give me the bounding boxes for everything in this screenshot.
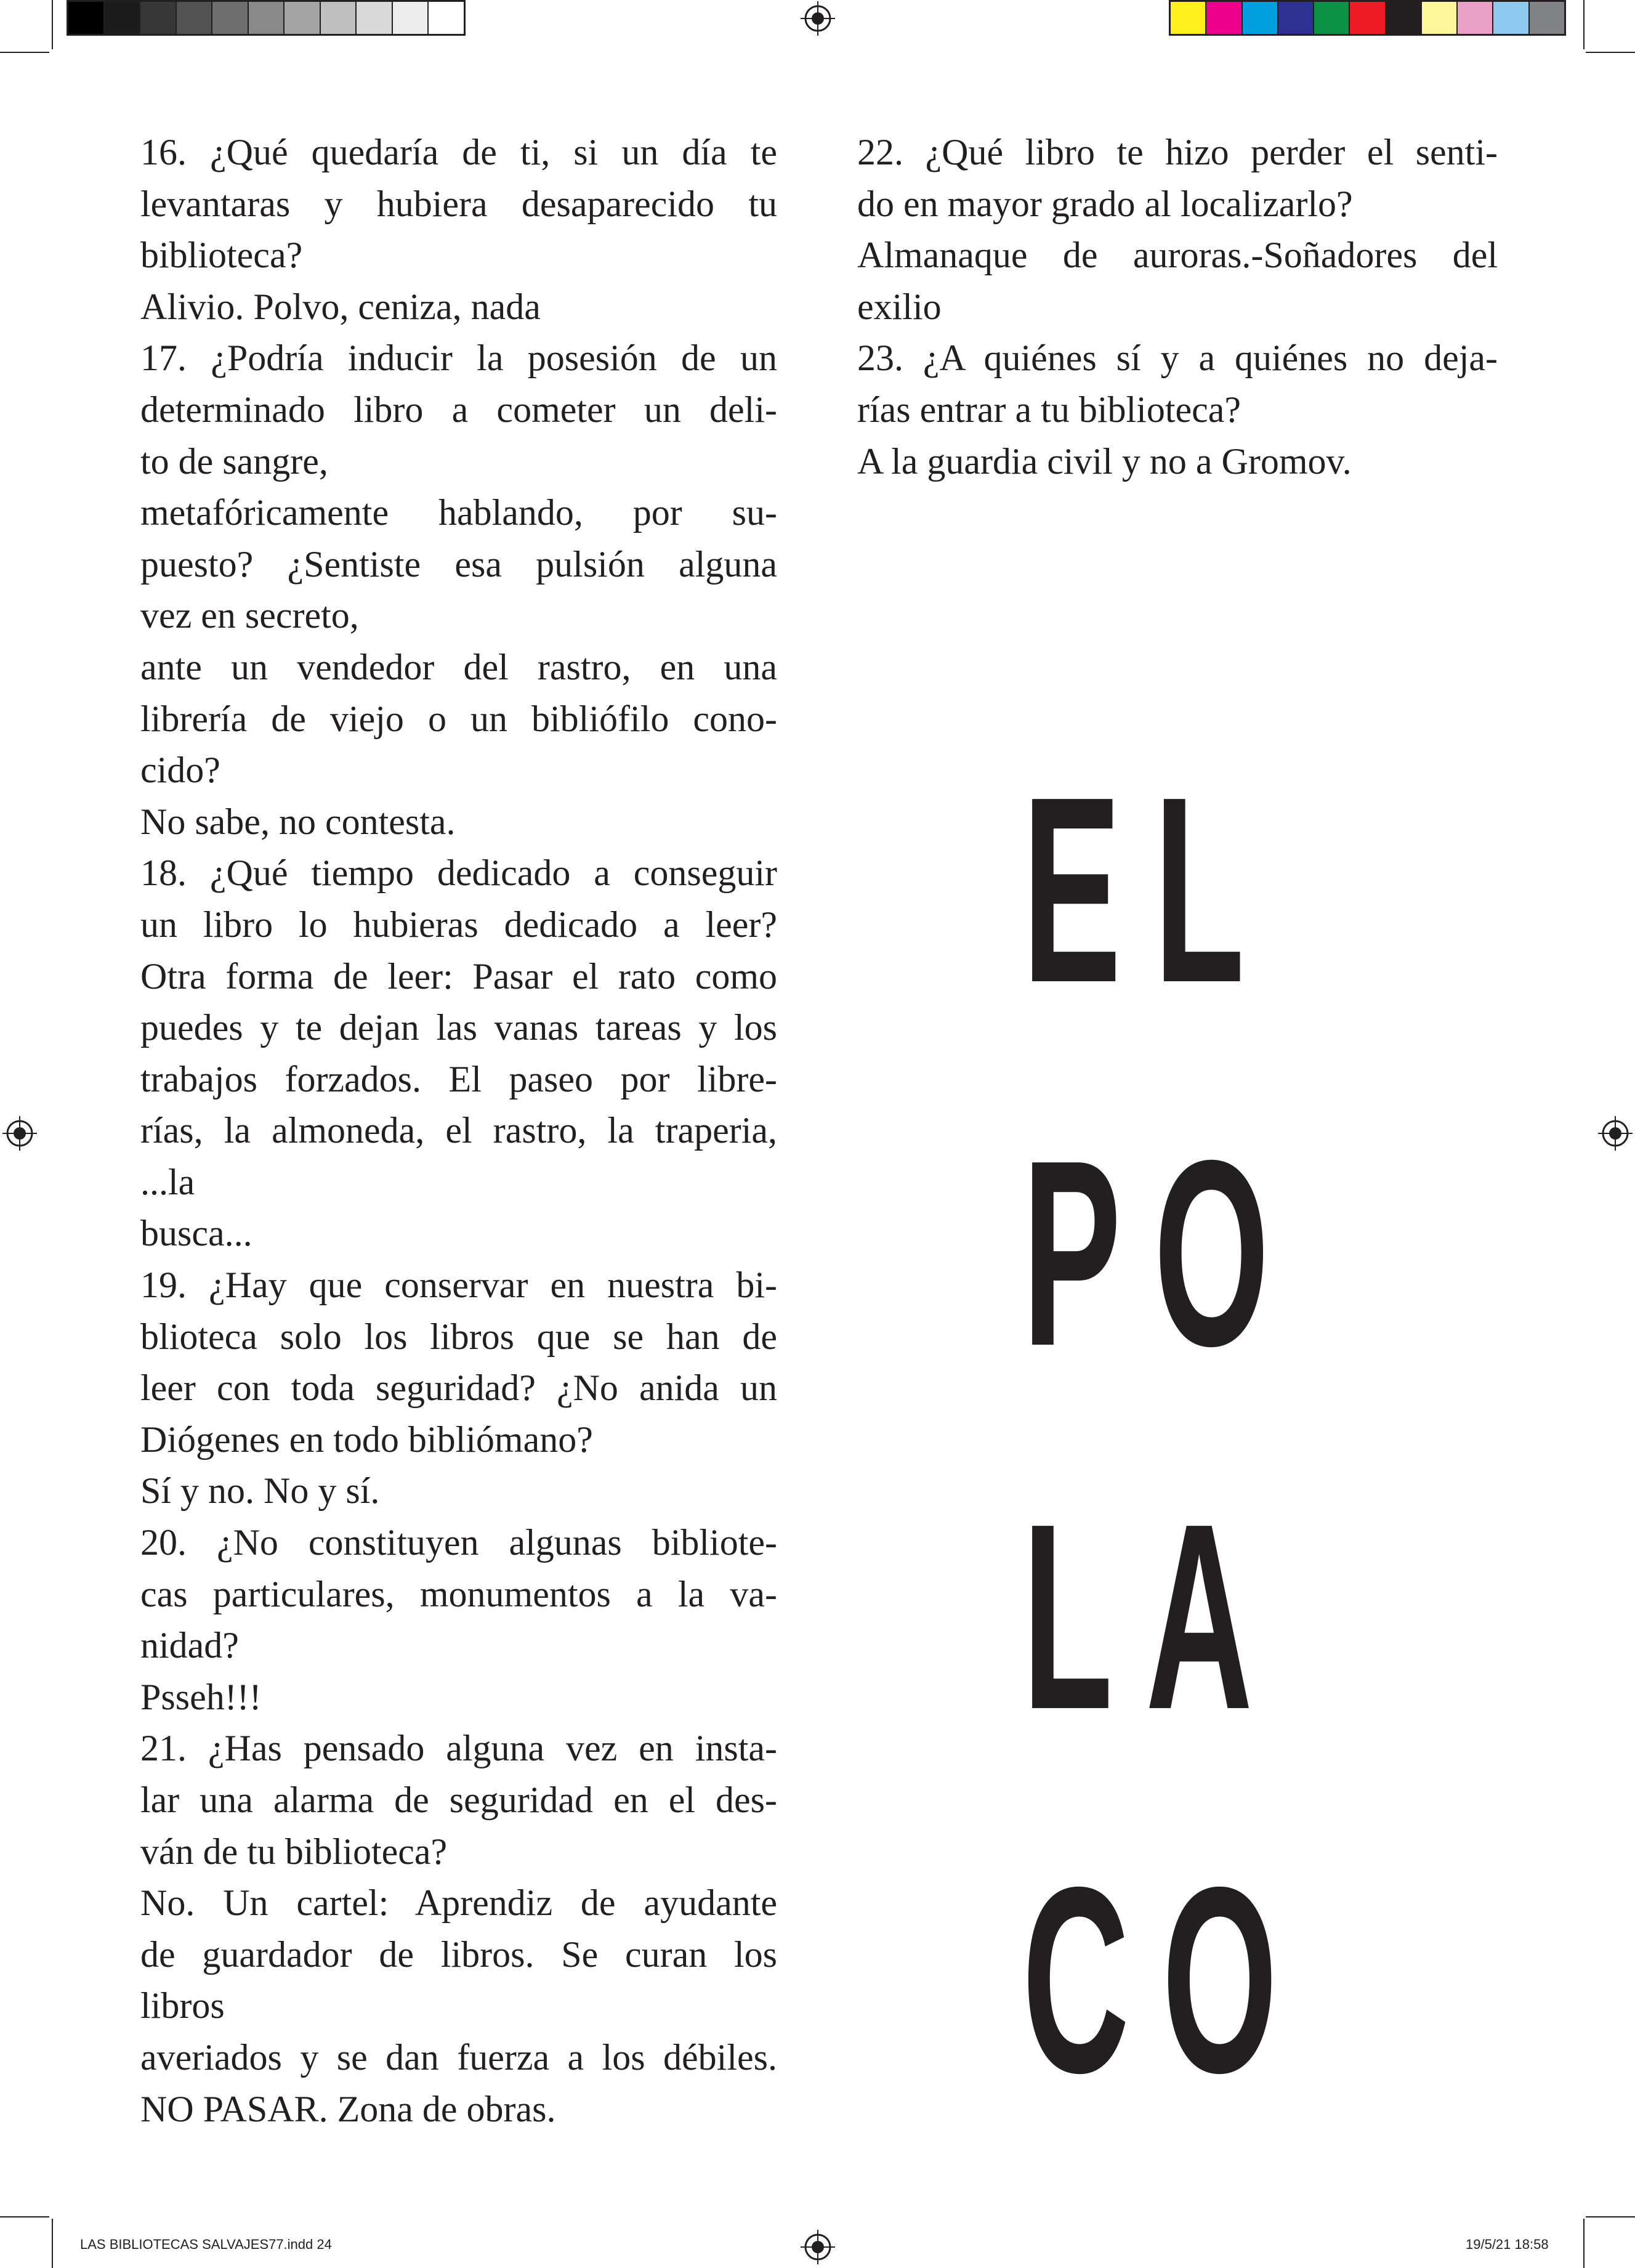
text-line: 21. ¿Has pensado alguna vez en insta-	[140, 1728, 777, 1769]
date-slug: 19/5/21 18:58	[1466, 2237, 1549, 2252]
text-line: busca...	[140, 1213, 252, 1254]
text-line: 17. ¿Podría inducir la posesión de un	[140, 338, 777, 379]
text-line: Alivio. Polvo, ceniza, nada	[140, 286, 541, 327]
text-line: de guardador de libros. Se curan los	[140, 1934, 777, 1975]
text-line: un libro lo hubieras dedicado a leer?	[140, 904, 777, 945]
text-line: NO PASAR. Zona de obras.	[140, 2088, 556, 2129]
color-swatch	[1458, 2, 1493, 34]
text-line: determinado libro a cometer un deli-	[140, 389, 777, 430]
color-swatch	[1314, 2, 1350, 34]
text-line: blioteca solo los libros que se han de	[140, 1316, 777, 1357]
color-swatch	[1278, 2, 1314, 34]
text-line: trabajos forzados. El paseo por libre-	[140, 1058, 777, 1100]
color-swatch	[68, 2, 105, 34]
text-line: levantaras y hubiera desaparecido tu	[140, 183, 777, 224]
color-swatch	[105, 2, 141, 34]
color-swatch	[285, 2, 321, 34]
text-line: ante un vendedor del rastro, en una	[140, 646, 777, 687]
color-swatch	[393, 2, 429, 34]
crop-mark-bottom-right	[1586, 2216, 1635, 2217]
text-line: Sí y no. No y sí.	[140, 1470, 380, 1512]
text-line: Otra forma de leer: Pasar el rato como	[140, 955, 777, 997]
text-line: 19. ¿Hay que conservar en nuestra bi-	[140, 1265, 777, 1306]
color-swatch	[249, 2, 285, 34]
text-line: metafóricamente hablando, por su-	[140, 492, 777, 533]
text-line: 22. ¿Qué libro te hizo perder el senti-	[857, 132, 1498, 172]
text-line: to de sangre,	[140, 440, 328, 482]
text-line: biblioteca?	[140, 235, 303, 276]
text-line: averiados y se dan fuerza a los débiles.	[140, 2036, 777, 2078]
text-line: ...la	[140, 1161, 195, 1202]
text-line: Psseh!!!	[140, 1676, 262, 1717]
crop-mark-bottom-left-vertical	[52, 2219, 53, 2268]
color-swatch	[1206, 2, 1242, 34]
text-line: cido?	[140, 750, 220, 791]
text-line: A la guardia civil y no a Gromov.	[857, 440, 1352, 482]
chapter-title	[1022, 708, 1310, 2162]
title-line: PO	[1022, 1106, 1302, 1401]
text-line: rías, la almoneda, el rastro, la traperia,	[140, 1110, 777, 1151]
crop-mark-bottom-right-vertical	[1583, 2219, 1585, 2268]
color-swatch	[1243, 2, 1278, 34]
crop-mark-bottom-left	[0, 2216, 49, 2217]
process-color-bar	[1169, 0, 1566, 36]
text-line: rías entrar a tu biblioteca?	[857, 389, 1241, 430]
left-text-column	[140, 127, 777, 2135]
text-line: Almanaque de auroras.-Soñadores del	[857, 235, 1498, 276]
color-swatch	[1493, 2, 1529, 34]
file-slug: LAS BIBLIOTECAS SALVAJES77.indd 24	[80, 2237, 332, 2252]
crop-mark-top-left	[0, 52, 49, 53]
text-line: vez en secreto,	[140, 595, 359, 636]
text-line: 16. ¿Qué quedaría de ti, si un día te	[140, 132, 777, 172]
text-line: No. Un cartel: Aprendiz de ayudante	[140, 1882, 777, 1924]
registration-mark-bottom-icon	[799, 2229, 836, 2266]
color-swatch	[429, 2, 464, 34]
color-swatch	[321, 2, 357, 34]
text-line: lar una alarma de seguridad en el des-	[140, 1780, 777, 1820]
title-line: LA	[1022, 1469, 1286, 1765]
text-line: librería de viejo o un bibliófilo cono-	[140, 698, 777, 739]
color-swatch	[140, 2, 177, 34]
right-text-column	[857, 127, 1498, 487]
color-swatch	[1350, 2, 1386, 34]
text-line: No sabe, no contesta.	[140, 801, 456, 842]
color-swatch	[1422, 2, 1458, 34]
crop-mark-top-left-vertical	[52, 0, 53, 49]
text-line: Diógenes en todo bibliómano?	[140, 1419, 593, 1460]
text-line: puesto? ¿Sentiste esa pulsión alguna	[140, 543, 777, 585]
text-line: 20. ¿No constituyen algunas bibliote-	[140, 1522, 777, 1563]
grayscale-color-bar	[67, 0, 466, 36]
registration-mark-left-icon	[1, 1115, 38, 1152]
color-swatch	[212, 2, 249, 34]
text-line: ván de tu biblioteca?	[140, 1831, 448, 1872]
crop-mark-top-right	[1586, 52, 1635, 53]
text-line: cas particulares, monumentos a la va-	[140, 1573, 777, 1614]
title-line: CO	[1022, 1833, 1310, 2128]
text-line: do en mayor grado al localizarlo?	[857, 183, 1353, 224]
crop-mark-top-right-vertical	[1583, 0, 1585, 49]
text-line: exilio	[857, 286, 942, 327]
color-swatch	[357, 2, 393, 34]
text-line: 23. ¿A quiénes sí y a quiénes no deja-	[857, 338, 1498, 379]
text-line: nidad?	[140, 1625, 239, 1666]
color-swatch	[1171, 2, 1206, 34]
color-swatch	[177, 2, 213, 34]
text-line: 18. ¿Qué tiempo dedicado a conseguir	[140, 853, 777, 894]
text-line: puedes y te dejan las vanas tareas y los	[140, 1007, 777, 1048]
color-swatch	[1386, 2, 1422, 34]
title-line: EL	[1022, 742, 1278, 1038]
registration-mark-top-icon	[799, 0, 836, 37]
color-swatch	[1530, 2, 1564, 34]
text-line: leer con toda seguridad? ¿No anida un	[140, 1367, 777, 1409]
registration-mark-right-icon	[1597, 1115, 1634, 1152]
text-line: libros	[140, 1985, 225, 2027]
